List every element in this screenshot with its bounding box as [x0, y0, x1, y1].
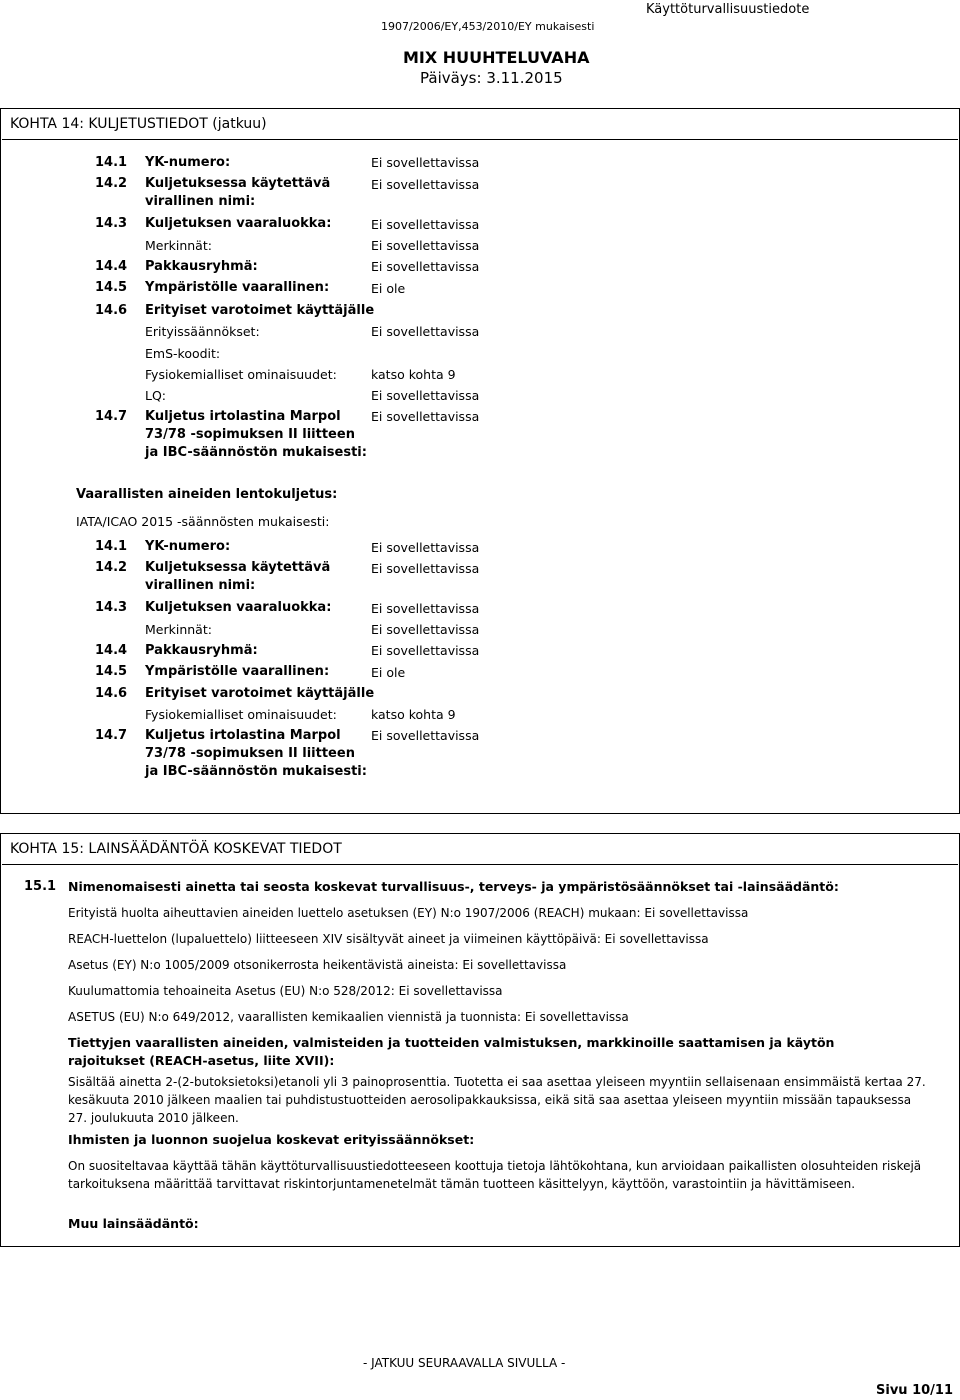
row-num: 14.6 — [95, 303, 128, 318]
subsection-title: Nimenomaisesti ainetta tai seosta koskevat turvallisuus-, terveys- ja ympäristösäännökset tai -lainsäädäntö: — [68, 879, 839, 894]
restrictions-title: Tiettyjen vaarallisten aineiden, valmisteiden ja tuotteiden valmistuksen, markkinoille saattamisen ja käytön — [68, 1035, 835, 1050]
restrictions-text: Sisältää ainetta 2-(2-butoksietoksi)etanoli yli 3 painoprosenttia. Tuotetta ei saa asettaa yleiseen myyntiin sellaisenaan ensimmäistä kertaa 27. kesäkuuta 2010 jälkeen maalien tai puhdistustuotteiden aerosolipakkauksissa, eikä sitä saa asettaa yleiseen myyntiin missään tapauksessa 27. joulukuuta 2010 jälkeen. — [68, 1075, 926, 1125]
row-label: Fysiokemialliset ominaisuudet: — [145, 367, 337, 382]
row-num: 14.5 — [95, 280, 128, 295]
row-label: LQ: — [145, 388, 167, 403]
row-label: Erityissäännökset: — [145, 324, 260, 339]
row-value: Ei sovellettavissa — [371, 728, 480, 743]
row-num: 14.4 — [95, 643, 128, 658]
row-label: Erityiset varotoimet käyttäjälle — [145, 303, 375, 318]
regulation-line: REACH-luettelon (lupaluettelo) liitteeseen XIV sisältyvät aineet ja viimeinen käyttöpäivä: Ei sovellettavissa — [68, 932, 709, 946]
section-15-header — [2, 834, 958, 865]
row-label-cont: virallinen nimi: — [145, 578, 256, 593]
row-num: 14.7 — [95, 409, 128, 424]
row-label: Pakkausryhmä: — [145, 259, 258, 274]
row-label-cont: virallinen nimi: — [145, 194, 256, 209]
regulation: 1907/2006/EY,453/2010/EY mukaisesti — [381, 20, 595, 33]
row-label: Kuljetuksessa käytettävä — [145, 176, 331, 191]
row-value: Ei ole — [371, 665, 406, 680]
row-num: 14.1 — [95, 539, 128, 554]
row-label: Kuljetuksen vaaraluokka: — [145, 600, 332, 615]
row-num: 14.3 — [95, 216, 128, 231]
row-label: Merkinnät: — [145, 238, 212, 253]
other-legislation-title: Muu lainsäädäntö: — [68, 1216, 199, 1231]
row-label: Kuljetuksen vaaraluokka: — [145, 216, 332, 231]
row-num: 14.3 — [95, 600, 128, 615]
row-label: Ympäristölle vaarallinen: — [145, 664, 330, 679]
row-num: 14.7 — [95, 728, 128, 743]
row-label: Pakkausryhmä: — [145, 643, 258, 658]
row-value: Ei sovellettavissa — [371, 540, 480, 555]
row-num: 14.2 — [95, 560, 128, 575]
row-label: Ympäristölle vaarallinen: — [145, 280, 330, 295]
row-value: Ei sovellettavissa — [371, 643, 480, 658]
row-value: Ei sovellettavissa — [371, 409, 480, 424]
row-value: Ei sovellettavissa — [371, 601, 480, 616]
row-value: Ei sovellettavissa — [371, 388, 480, 403]
regulation-line: Erityistä huolta aiheuttavien aineiden luettelo asetuksen (EY) N:o 1907/2006 (REACH) mukaan: Ei sovellettavissa — [68, 906, 749, 920]
row-value: Ei sovellettavissa — [371, 217, 480, 232]
section-14 — [0, 108, 960, 814]
row-value: Ei sovellettavissa — [371, 155, 480, 170]
air-transport-title: Vaarallisten aineiden lentokuljetus: — [76, 487, 338, 502]
air-transport-subtitle: IATA/ICAO 2015 -säännösten mukaisesti: — [76, 514, 330, 529]
row-label: YK-numero: — [145, 539, 231, 554]
row-value: Ei sovellettavissa — [371, 324, 480, 339]
row-value: katso kohta 9 — [371, 367, 456, 382]
product-name: MIX HUUHTELUVAHA — [403, 48, 590, 67]
doc-type: Käyttöturvallisuustiedote — [646, 2, 810, 17]
issue-date: Päiväys: 3.11.2015 — [420, 69, 563, 87]
row-label: Merkinnät: — [145, 622, 212, 637]
row-label: Kuljetus irtolastina Marpol — [145, 728, 341, 743]
row-num: 14.5 — [95, 664, 128, 679]
protection-title: Ihmisten ja luonnon suojelua koskevat erityissäännökset: — [68, 1132, 475, 1147]
row-value: Ei sovellettavissa — [371, 259, 480, 274]
section-15-title: KOHTA 15: LAINSÄÄDÄNTÖÄ KOSKEVAT TIEDOT — [10, 841, 342, 857]
row-label: Kuljetuksessa käytettävä — [145, 560, 331, 575]
row-label: EmS-koodit: — [145, 346, 221, 361]
row-value: Ei sovellettavissa — [371, 561, 480, 576]
row-num: 14.2 — [95, 176, 128, 191]
row-value: Ei ole — [371, 281, 406, 296]
row-label: YK-numero: — [145, 155, 231, 170]
row-num: 14.6 — [95, 686, 128, 701]
protection-text: On suositeltavaa käyttää tähän käyttöturvallisuustiedotteeseen koottuja tietoja lähtökohtana, kun arvioidaan paikallisten olosuhteiden riskejä tarkoituksena määrittää tarvittavat riskintorjuntamenetelmät tämän tuotteen käsittelyyn, käyttöön, varastointiin ja hävittämiseen. — [68, 1159, 922, 1191]
section-14-title: KOHTA 14: KULJETUSTIEDOT (jatkuu) — [10, 116, 267, 132]
row-value: Ei sovellettavissa — [371, 622, 480, 637]
regulation-line: Kuulumattomia tehoaineita Asetus (EU) N:o 528/2012: Ei sovellettavissa — [68, 984, 503, 998]
row-num: 14.1 — [95, 155, 128, 170]
row-label: Erityiset varotoimet käyttäjälle — [145, 686, 375, 701]
regulation-line: ASETUS (EU) N:o 649/2012, vaarallisten kemikaalien viennistä ja tuonnista: Ei sovellettavissa — [68, 1010, 629, 1024]
regulation-line: Asetus (EY) N:o 1005/2009 otsonikerrosta heikentävistä aineista: Ei sovellettavissa — [68, 958, 567, 972]
page-number: Sivu 10/11 — [876, 1383, 954, 1398]
restrictions-title-cont: rajoitukset (REACH-asetus, liite XVII): — [68, 1053, 335, 1068]
subsection-num: 15.1 — [24, 879, 57, 894]
row-label-cont: ja IBC-säännöstön mukaisesti: — [145, 445, 367, 460]
row-label-cont: 73/78 -sopimuksen II liitteen — [145, 746, 355, 761]
row-value: Ei sovellettavissa — [371, 238, 480, 253]
row-label: Kuljetus irtolastina Marpol — [145, 409, 341, 424]
row-label-cont: ja IBC-säännöstön mukaisesti: — [145, 764, 367, 779]
row-label-cont: 73/78 -sopimuksen II liitteen — [145, 427, 355, 442]
section-14-header — [2, 109, 958, 140]
row-value: Ei sovellettavissa — [371, 177, 480, 192]
continue-note: - JATKUU SEURAAVALLA SIVULLA - — [363, 1356, 566, 1370]
row-value: katso kohta 9 — [371, 707, 456, 722]
row-label: Fysiokemialliset ominaisuudet: — [145, 707, 337, 722]
row-num: 14.4 — [95, 259, 128, 274]
